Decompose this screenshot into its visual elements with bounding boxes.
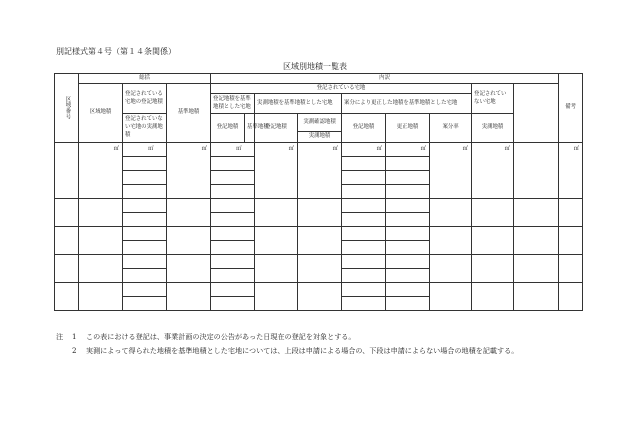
table-row — [55, 199, 583, 213]
header-reg-as-standard: 登記地積を基準地積とした宅地 — [211, 94, 255, 114]
cell[interactable] — [472, 171, 514, 199]
cell[interactable] — [430, 283, 472, 311]
unit-label: ㎡ — [255, 143, 298, 171]
cell[interactable] — [255, 199, 298, 227]
cell[interactable] — [342, 199, 386, 213]
cell[interactable] — [157, 269, 167, 283]
table-row — [55, 171, 583, 185]
cell[interactable] — [342, 297, 386, 311]
cell[interactable] — [245, 297, 255, 311]
header-remarks: 備考 — [559, 74, 583, 143]
unit-label: ㎡ — [342, 143, 386, 157]
cell[interactable] — [211, 297, 245, 311]
table-row — [55, 143, 583, 157]
cell[interactable] — [123, 269, 157, 283]
cell[interactable] — [430, 171, 472, 199]
cell[interactable] — [342, 283, 386, 297]
cell[interactable] — [472, 199, 514, 227]
cell[interactable] — [211, 255, 245, 269]
cell[interactable] — [79, 227, 123, 255]
unit-label: ㎡ — [386, 143, 430, 157]
cell[interactable] — [559, 199, 583, 227]
cell[interactable] — [514, 255, 559, 283]
cell[interactable] — [386, 241, 430, 255]
cell[interactable] — [342, 269, 386, 283]
cell[interactable] — [342, 185, 386, 199]
header-standard-area: 基準地積 — [167, 84, 211, 143]
cell[interactable] — [157, 227, 167, 241]
header-area-total: 区域地積 — [79, 84, 123, 143]
unit-label: ㎡ — [559, 143, 583, 171]
header-apportion-rate: 案分率 — [430, 114, 472, 143]
cell[interactable] — [123, 157, 157, 171]
cell[interactable] — [55, 227, 79, 255]
table-title: 区域別地積一覧表 — [283, 62, 347, 71]
cell[interactable] — [79, 255, 123, 283]
cell[interactable] — [211, 241, 245, 255]
cell[interactable] — [79, 199, 123, 227]
note-item — [56, 330, 586, 344]
header-district-number: 区域番号 — [55, 74, 79, 143]
cell[interactable] — [245, 213, 255, 227]
cell[interactable] — [157, 213, 167, 227]
table-row — [55, 255, 583, 269]
unit-label: ㎡ — [298, 143, 342, 171]
cell[interactable] — [514, 199, 559, 227]
cell[interactable] — [386, 255, 430, 269]
notes — [56, 330, 586, 358]
cell[interactable] — [157, 241, 167, 255]
table-row — [55, 227, 583, 241]
cell[interactable] — [472, 283, 514, 311]
cell[interactable] — [79, 283, 123, 311]
cell[interactable] — [157, 297, 167, 311]
cell[interactable] — [157, 199, 167, 213]
header-registered-area: 登記地積 — [211, 114, 245, 143]
unit-label: ㎡ — [211, 143, 245, 157]
cell[interactable] — [167, 227, 211, 255]
cell[interactable] — [245, 185, 255, 199]
cell[interactable] — [211, 269, 245, 283]
cell[interactable] — [342, 227, 386, 241]
cell[interactable] — [123, 199, 157, 213]
header-corrected-as-standard: 案分により更正した地積を基準地積とした宅地 — [342, 94, 472, 114]
cell[interactable] — [386, 297, 430, 311]
unit-label: ㎡ — [167, 143, 211, 171]
header-registered-lots: 登記されている宅地 — [211, 84, 472, 94]
header-survey-confirmed-area: 実測確認地積 — [298, 114, 342, 132]
cell[interactable] — [167, 283, 211, 311]
cell[interactable] — [245, 199, 255, 213]
cell[interactable] — [514, 227, 559, 255]
cell[interactable] — [123, 227, 157, 241]
note-number: 1 — [72, 332, 77, 341]
cell[interactable] — [211, 157, 245, 171]
cell[interactable] — [245, 143, 255, 157]
cell[interactable] — [211, 171, 245, 185]
cell[interactable] — [79, 171, 123, 199]
note-text: 実測によって得られた地積を基準地積とした宅地については、上段は申請による場合の、下段は申請によらない場合の地積を記載する。 — [86, 346, 519, 355]
cell[interactable] — [123, 283, 157, 297]
header-unregistered-survey-area: 実測地積 — [472, 114, 514, 143]
cell[interactable] — [157, 255, 167, 269]
cell[interactable] — [245, 269, 255, 283]
note-indent — [56, 344, 72, 358]
cell[interactable] — [55, 143, 79, 171]
header-registered-area-2: 登記地積 — [255, 114, 298, 143]
cell[interactable] — [298, 283, 342, 311]
cell[interactable] — [298, 171, 342, 199]
cell[interactable] — [298, 199, 342, 227]
cell[interactable] — [245, 255, 255, 269]
cell[interactable] — [386, 171, 430, 185]
district-area-table — [54, 73, 583, 311]
cell[interactable] — [342, 255, 386, 269]
cell[interactable] — [211, 199, 245, 213]
cell[interactable] — [55, 171, 79, 199]
cell[interactable] — [430, 255, 472, 283]
cell[interactable] — [245, 241, 255, 255]
header-registered-registered: 登記されている宅地の登記地積 — [123, 84, 167, 114]
note-item — [56, 344, 586, 358]
cell[interactable] — [211, 213, 245, 227]
cell[interactable] — [245, 171, 255, 185]
cell[interactable] — [298, 255, 342, 283]
cell[interactable] — [386, 269, 430, 283]
cell[interactable] — [342, 157, 386, 171]
cell[interactable] — [386, 227, 430, 241]
header-survey-area: 実測地積 — [298, 132, 342, 143]
cell[interactable] — [386, 213, 430, 227]
unit-label: ㎡ — [430, 143, 472, 171]
cell[interactable] — [342, 213, 386, 227]
table-row — [55, 283, 583, 297]
cell[interactable] — [123, 185, 157, 199]
header-survey-as-standard: 実測地積を基準地積とした宅地 — [255, 94, 342, 114]
cell[interactable] — [157, 283, 167, 297]
cell[interactable] — [342, 241, 386, 255]
header-registered-surveyed: 登記されていない宅地の実測地積 — [123, 114, 167, 143]
header-standard-area-sub: 基準地積 — [245, 114, 255, 143]
note-text: この表における登記は、事業計画の決定の公告があった日現在の登記を対象とする。 — [86, 332, 356, 341]
form-label: 別記様式第４号（第１４条関係） — [56, 47, 176, 56]
cell[interactable] — [255, 171, 298, 199]
cell[interactable] — [157, 143, 167, 157]
cell[interactable] — [514, 143, 559, 171]
cell[interactable] — [430, 199, 472, 227]
cell[interactable] — [55, 283, 79, 311]
cell[interactable] — [211, 283, 245, 297]
cell[interactable] — [167, 199, 211, 227]
cell[interactable] — [211, 227, 245, 241]
cell[interactable] — [386, 199, 430, 213]
cell[interactable] — [255, 227, 298, 255]
cell[interactable] — [123, 241, 157, 255]
cell[interactable] — [514, 171, 559, 199]
cell[interactable] — [167, 171, 211, 199]
cell[interactable] — [123, 213, 157, 227]
unit-label: ㎡ — [123, 143, 157, 157]
cell[interactable] — [55, 199, 79, 227]
cell[interactable] — [559, 283, 583, 311]
cell[interactable] — [298, 227, 342, 255]
header-summary: 総括 — [79, 74, 211, 84]
cell[interactable] — [559, 227, 583, 255]
cell[interactable] — [386, 283, 430, 297]
note-number: 2 — [72, 346, 77, 355]
cell[interactable] — [55, 255, 79, 283]
cell[interactable] — [245, 283, 255, 297]
unit-label: ㎡ — [472, 143, 514, 171]
cell[interactable] — [157, 171, 167, 185]
cell[interactable] — [386, 185, 430, 199]
cell[interactable] — [123, 255, 157, 269]
cell[interactable] — [255, 255, 298, 283]
header-breakdown: 内訳 — [211, 74, 559, 84]
unit-label: ㎡ — [79, 143, 123, 171]
cell[interactable] — [559, 171, 583, 199]
cell[interactable] — [514, 283, 559, 311]
cell[interactable] — [472, 227, 514, 255]
cell[interactable] — [123, 297, 157, 311]
header-corrected-area: 更正地積 — [386, 114, 430, 143]
cell[interactable] — [157, 157, 167, 171]
cell[interactable] — [255, 283, 298, 311]
cell[interactable] — [211, 185, 245, 199]
cell[interactable] — [430, 227, 472, 255]
cell[interactable] — [167, 255, 211, 283]
cell[interactable] — [157, 185, 167, 199]
cell[interactable] — [245, 157, 255, 171]
cell[interactable] — [245, 227, 255, 241]
cell[interactable] — [559, 255, 583, 283]
cell[interactable] — [342, 171, 386, 185]
cell[interactable] — [472, 255, 514, 283]
cell[interactable] — [386, 157, 430, 171]
cell[interactable] — [123, 171, 157, 185]
header-registered-area-3: 登記地積 — [342, 114, 386, 143]
header-unregistered-lots: 登記されていない宅地 — [472, 84, 514, 114]
note-lead: 注 — [56, 332, 64, 341]
